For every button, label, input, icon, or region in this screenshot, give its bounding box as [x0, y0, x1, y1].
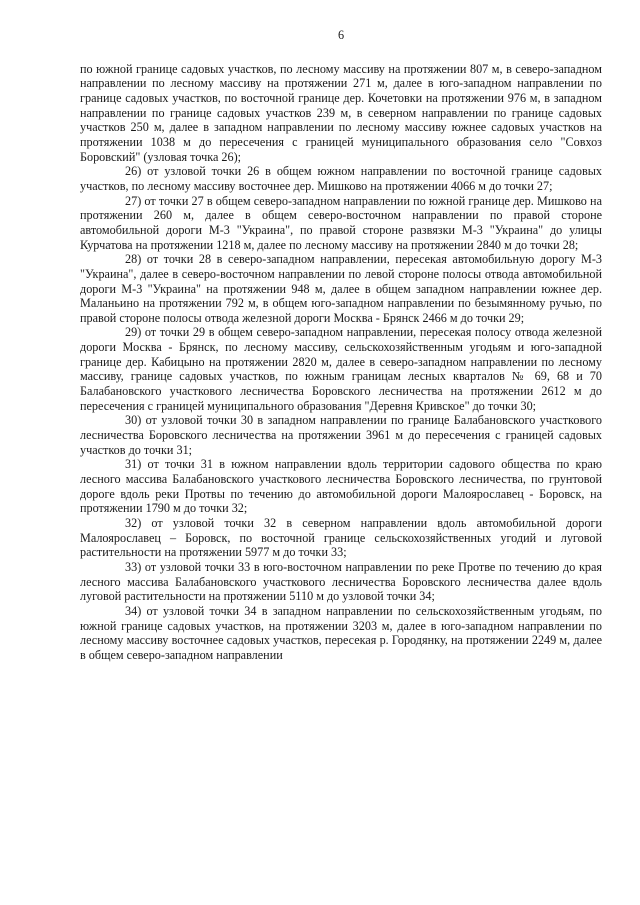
- paragraph-item-29: 29) от точки 29 в общем северо-западном направлении, пересекая полосу отвода железной дороги Москва - Брянск, по лесному массиву, сельскохозяйственным угодьям и юго-западной границе дер. Кабицыно на протяжении 2820 м, далее в северо-западном направлении по лесному массиву, границе садовых участков, по южным границам лесных кварталов № 69, 68 и 70 Балабановского участкового лесничества Боровского лесничества на протяжении 2612 м до пересечения с границей муниципального образования "Деревня Кривское" до точки 30;: [80, 325, 602, 413]
- paragraph-item-32: 32) от узловой точки 32 в северном направлении вдоль автомобильной дороги Малоярославец – Боровск, по восточной границе сельскохозяйственных угодий и луговой растительности на протяжении 5977 м до точки 33;: [80, 516, 602, 560]
- paragraph-item-26: 26) от узловой точки 26 в общем южном направлении по восточной границе садовых участков, по лесному массиву восточнее дер. Мишково на протяжении 4066 м до точки 27;: [80, 164, 602, 193]
- page-number: 6: [337, 28, 345, 42]
- paragraph-item-31: 31) от точки 31 в южном направлении вдоль территории садового общества по краю лесного массива Балабановского участкового лесничества Боровского лесничества, по грунтовой дороге вдоль реки Протвы по течению до автомобильной дороги Малоярославец - Боровск, на протяжении 1790 м до точки 32;: [80, 457, 602, 516]
- paragraph-item-27: 27) от точки 27 в общем северо-западном направлении по южной границе дер. Мишково на протяжении 260 м, далее в общем северо-восточном направлении по правой стороне автомобильной дороги М-3 "Украина", по правой стороне развязки М-3 "Украина" до улицы Курчатова на протяжении 1218 м, далее по лесному массиву на протяжении 2840 м до точки 28;: [80, 193, 602, 252]
- paragraph-item-34: 34) от узловой точки 34 в западном направлении по сельскохозяйственным угодьям, по южной границе садовых участков, на протяжении 3203 м, далее в юго-западном направлении по лесному массиву восточнее садовых участков, пересекая р. Городянку, на протяжении 2249 м, далее в общем северо-западном направлении: [80, 603, 602, 662]
- paragraph-item-33: 33) от узловой точки 33 в юго-восточном направлении по реке Протве по течению до края лесного массива Балабановского участкового лесничества Боровского лесничества далее вдоль луговой растительности на протяжении 5110 м до узловой точки 34;: [80, 559, 602, 604]
- paragraph-item-30: 30) от узловой точки 30 в западном направлении по границе Балабановского участкового лесничества Боровского лесничества на протяжении 3961 м до пересечения с границей садовых участков до точки 31;: [80, 413, 602, 457]
- paragraph-continuation: по южной границе садовых участков, по лесному массиву на протяжении 807 м, в северо-западном направлении по лесному массиву на протяжении 271 м, далее в юго-западном направлении по границе садовых участков, по восточной границе дер. Кочетовки на протяжении 976 м, в западном направлении по границе садовых участков 239 м, в северном направлении по границе садовых участков 250 м, далее в западном направлении по лесному массиву южнее садовых участков на протяжении 1038 м до пересечения с границей муниципального образования село "Совхоз Боровский" (узловая точка 26);: [80, 61, 602, 164]
- document-page: [80, 28, 602, 663]
- paragraph-item-28: 28) от точки 28 в северо-западном направлении, пересекая автомобильную дорогу М-3 "Украина", далее в северо-восточном направлении по левой стороне полосы отвода автомобильной дороги М-3 "Украина" на протяжении 948 м, далее в общем западном направлении южнее дер. Маланьино на протяжении 792 м, в общем юго-западном направлении по безымянному ручью, по правой стороне полосы отвода железной дороги Москва - Брянск 2466 м до точки 29;: [80, 252, 602, 325]
